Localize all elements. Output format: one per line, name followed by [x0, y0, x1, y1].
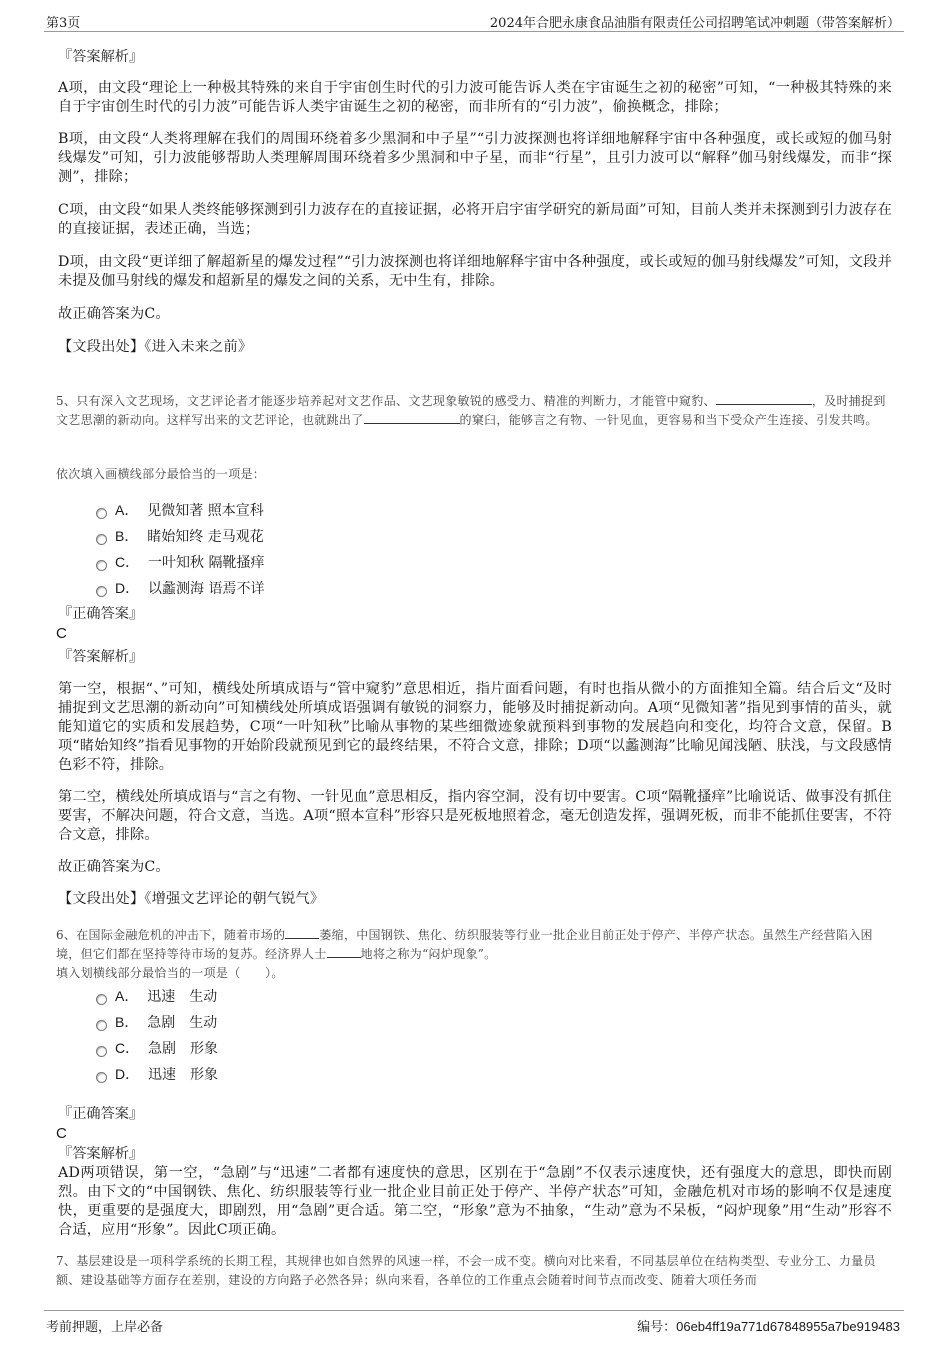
q5-blank-2 [364, 411, 460, 424]
q6-blank-1 [285, 926, 319, 939]
q5-conclusion: 故正确答案为C。 [58, 859, 170, 875]
q6-prompt: 填入划横线部分最恰当的一项是（ ）。 [56, 966, 284, 980]
q5-correct-answer: C [56, 625, 67, 642]
footer-code-value: 06eb4ff19a771d67848955a7be919483 [676, 1319, 900, 1334]
q5-correct-label: 『正确答案』 [58, 606, 144, 622]
q4-explain-a: A项，由文段“理论上一种极其特殊的来自于宇宙创生时代的引力波可能告诉人类在宇宙诞生之初的秘密”可知，“一种极其特殊的来自于宇宙创生时代的引力波”可能告诉人类宇宙诞生之初的秘密，而非所有的“引力波”，偷换概念，排除； [58, 80, 892, 115]
q6-explain-1: AD两项错误，第一空，“急剧”与“迅速”二者都有速度快的意思，区别在于“急剧”不仅表示速度快，还有强度大的意思，即快而剧烈。由下文的“中国钢铁、焦化、纺织服装等行业一批企业目前正处于停产、半停产状态”可知，金融危机对市场的影响不仅是速度快，更重要的是强度大，即剧烈，用“急剧”更合适。第二空，“形象”意为不抽象，“生动”意为不呆板，“闷炉现象”用“生动”形容不合适，应用“形象”。因此C项正确。 [58, 1165, 892, 1238]
q5-stem-part2: ， [811, 394, 825, 408]
q4-explain-b: B项，由文段“人类将理解在我们的周围环绕着多少黑洞和中子星”“引力波探测也将详细地解释宇宙中各种强度，或长或短的伽马射线爆发”可知，引力波能够帮助人类理解周围环绕着多少黑洞和中子星，而非“行星”，且引力波可以“解释”伽马射线爆发，而非“探测”，排除； [58, 131, 892, 185]
q5-source-label: 【文段出处】 [58, 891, 145, 907]
q5-blank-1 [716, 392, 812, 405]
q4-conclusion: 故正确答案为C。 [58, 306, 170, 322]
q6-stem-part2: 萎缩，中国钢铁、焦化、纺织服装等行业一批企业目前正处于停产、半停产状态。虽然生产经营陷入困境，但它们都在坚持等待市场的复苏。经济界人士 [56, 928, 873, 961]
radio-icon[interactable] [96, 534, 107, 545]
q6-stem [56, 926, 892, 964]
q5-explain-2: 第二空，横线处所填成语与“言之有物、一针见血”意思相反，指内容空洞，没有切中要害。C项“隔靴搔痒”比喻说话、做事没有抓住要害，不解决问题，符合文意，当选。A项“照本宣科”形容只是死板地照着念，毫无创造发挥，强调死板，而非不能抓住要害，不符合文意，排除。 [58, 789, 892, 843]
q6-blank-2 [327, 945, 361, 958]
q6-explain-label: 『答案解析』 [58, 1146, 144, 1162]
q4-explain-c: C项，由文段“如果人类终能够探测到引力波存在的直接证据，必将开启宇宙学研究的新局面”可知，目前人类并未探测到引力波存在的直接证据，表述正确，当选； [58, 202, 892, 237]
q5-explain-label: 『答案解析』 [58, 649, 144, 665]
footer-slogan: 考前押题，上岸必备 [46, 1320, 164, 1335]
q6-option-b[interactable]: B． 急剧 生动 [96, 1012, 217, 1032]
q6-option-d[interactable]: D． 迅速 形象 [96, 1064, 218, 1084]
q5-source-title: 《增强文艺评论的朝气锐气》 [144, 891, 325, 907]
q7-stem: 7、基层建设是一项科学系统的长期工程，其规律也如自然界的风速一样，不会一成不变。横向对比来看，不同基层单位在结构类型、专业分工、力量员额、建设基础等方面存在差别，建设的方向路子必然各异；纵向来看，各单位的工作重点会随着时间节点而改变、随着大项任务而 [56, 1254, 876, 1287]
radio-icon[interactable] [96, 994, 107, 1005]
q6-option-c[interactable]: C． 急剧 形象 [96, 1038, 218, 1058]
q4-source [58, 338, 892, 357]
q4-source-label: 【文段出处】 [58, 339, 145, 355]
radio-icon[interactable] [96, 1046, 107, 1057]
q4-explain-d: D项，由文段“更详细了解超新星的爆发过程”“引力波探测也将详细地解释宇宙中各种强度，或长或短的伽马射线爆发”可知，文段并未提及伽马射线的爆发和超新星的爆发之间的关系，无中生有，排除。 [58, 254, 892, 289]
page-number: 第3页 [46, 16, 81, 31]
radio-icon[interactable] [96, 586, 107, 597]
radio-icon[interactable] [96, 1072, 107, 1083]
radio-icon[interactable] [96, 560, 107, 571]
document-title: 2024年合肥永康食品油脂有限责任公司招聘笔试冲刺题（带答案解析） [489, 16, 900, 31]
q6-correct-answer: C [56, 1125, 67, 1142]
q5-stem-part3: 及时捕捉到文艺思潮的新动向。这样写出来的文艺评论，也就跳出了 [56, 394, 886, 427]
q6-option-a[interactable]: A． 迅速 生动 [96, 986, 217, 1006]
q4-explain-label: 『答案解析』 [58, 49, 144, 65]
q5-prompt: 依次填入画横线部分最恰当的一项是： [56, 467, 266, 481]
q4-source-title: 《进入未来之前》 [144, 339, 253, 355]
q5-stem [56, 392, 892, 430]
q5-option-a[interactable]: A． 见微知著 照本宣科 [96, 500, 264, 520]
page-header [0, 0, 950, 32]
radio-icon[interactable] [96, 1020, 107, 1031]
q5-source [58, 890, 892, 909]
q6-correct-label: 『正确答案』 [58, 1106, 144, 1122]
header-divider [44, 31, 904, 32]
footer-code-label: 编号： [637, 1320, 677, 1335]
q5-stem-part1: 5、只有深入文艺现场，文艺评论者才能逐步培养起对文艺作品、文艺现象敏锐的感受力、精准的判断力，才能管中窥豹、 [56, 394, 716, 408]
radio-icon[interactable] [96, 508, 107, 519]
q5-option-c[interactable]: C． 一叶知秋 隔靴搔痒 [96, 552, 264, 572]
q6-stem-part3: 地将之称为“闷炉现象”。 [360, 947, 497, 961]
footer-divider [44, 1310, 904, 1311]
q5-stem-part4: 的窠臼，能够言之有物、一针见血，更容易和当下受众产生连接、引发共鸣。 [459, 413, 878, 427]
q5-option-d[interactable]: D． 以蠡测海 语焉不详 [96, 578, 264, 598]
footer-code [637, 1316, 900, 1335]
q6-stem-part1: 6、在国际金融危机的冲击下，随着市场的 [56, 928, 286, 942]
q5-explain-1: 第一空，根据“、”可知，横线处所填成语与“管中窥豹”意思相近，指片面看问题，有时也指从微小的方面推知全篇。结合后文“及时捕捉到文艺思潮的新动向”可知横线处所填成语强调有敏锐的洞察力，能够及时捕捉新动向。A项“见微知著”指见到事情的苗头，就能知道它的实质和发展趋势，C项“一叶知秋”比喻从事物的某些细微迹象就预料到事物的发展趋向和变化，均符合文意，保留。B项“睹始知终”指看见事物的开始阶段就预见到它的最终结果，不符合文意，排除；D项“以蠡测海”比喻见闻浅陋、肤浅，与文段感情色彩不符，排除。 [58, 681, 892, 773]
q5-option-b[interactable]: B． 睹始知终 走马观花 [96, 526, 264, 546]
